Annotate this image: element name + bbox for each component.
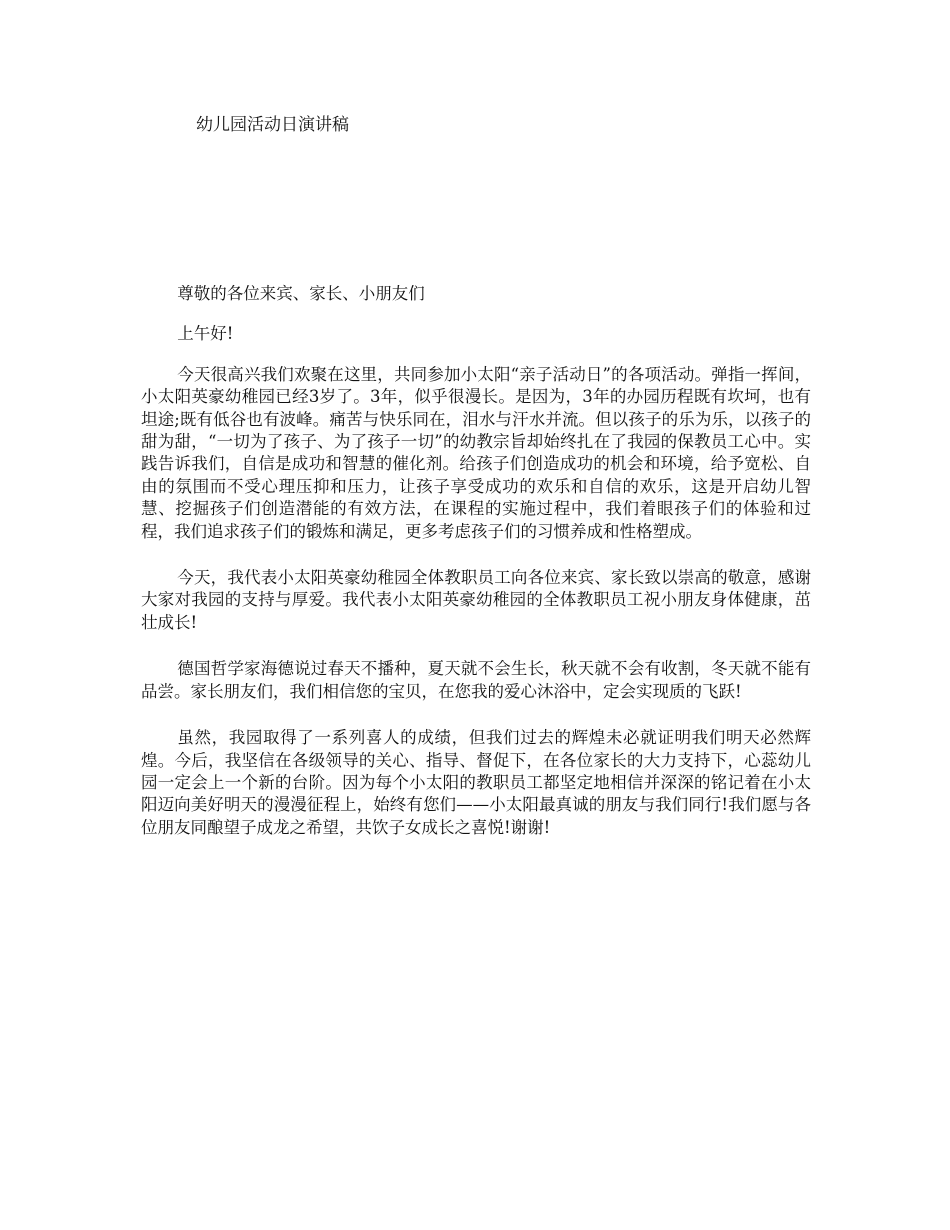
paragraph-4: 虽然，我园取得了一系列喜人的成绩，但我们过去的辉煌未必就证明我们明天必然辉煌。今后，我坚信在各级领导的关心、指导、督促下，在各位家长的大力支持下，心蕊幼儿园一定会上一个新的台阶。因为每个小太阳的教职员工都坚定地相信并深深的铭记着在小太阳迈向美好明天的漫漫征程上，始终有您们——小太阳最真诚的朋友与我们同行!我们愿与各位朋友同酿望子成龙之希望，共饮子女成长之喜悦!谢谢!	[141, 728, 811, 837]
paragraph-2: 今天，我代表小太阳英豪幼稚园全体教职员工向各位来宾、家长致以崇高的敬意，感谢大家对我园的支持与厚爱。我代表小太阳英豪幼稚园的全体教职员工祝小朋友身体健康，茁壮成长!	[141, 568, 811, 632]
document-title: 幼儿园活动日演讲稿	[196, 115, 349, 135]
paragraph-1: 今天很高兴我们欢聚在这里，共同参加小太阳“亲子活动日”的各项活动。弹指一挥间，小太阳英豪幼稚园已经3岁了。3年，似乎很漫长。是因为，3年的办园历程既有坎坷，也有坦途;既有低谷也有波峰。痛苦与快乐同在，泪水与汗水并流。但以孩子的乐为乐，以孩子的甜为甜，“一切为了孩子、为了孩子一切”的幼教宗旨却始终扎在了我园的保教员工心中。实践告诉我们，自信是成功和智慧的催化剂。给孩子们创造成功的机会和环境，给予宽松、自由的氛围而不受心理压抑和压力，让孩子享受成功的欢乐和自信的欢乐，这是开启幼儿智慧、挖掘孩子们创造潜能的有效方法，在课程的实施过程中，我们着眼孩子们的体验和过程，我们追求孩子们的锻炼和满足，更多考虑孩子们的习惯养成和性格塑成。	[141, 364, 811, 541]
speech-body	[141, 283, 811, 863]
greeting: 上午好!	[177, 324, 234, 344]
salutation: 尊敬的各位来宾、家长、小朋友们	[177, 284, 425, 303]
paragraph-3: 德国哲学家海德说过春天不播种，夏天就不会生长，秋天就不会有收割，冬天就不能有品尝。家长朋友们，我们相信您的宝贝，在您我的爱心沐浴中，定会实现质的飞跃!	[141, 659, 811, 701]
